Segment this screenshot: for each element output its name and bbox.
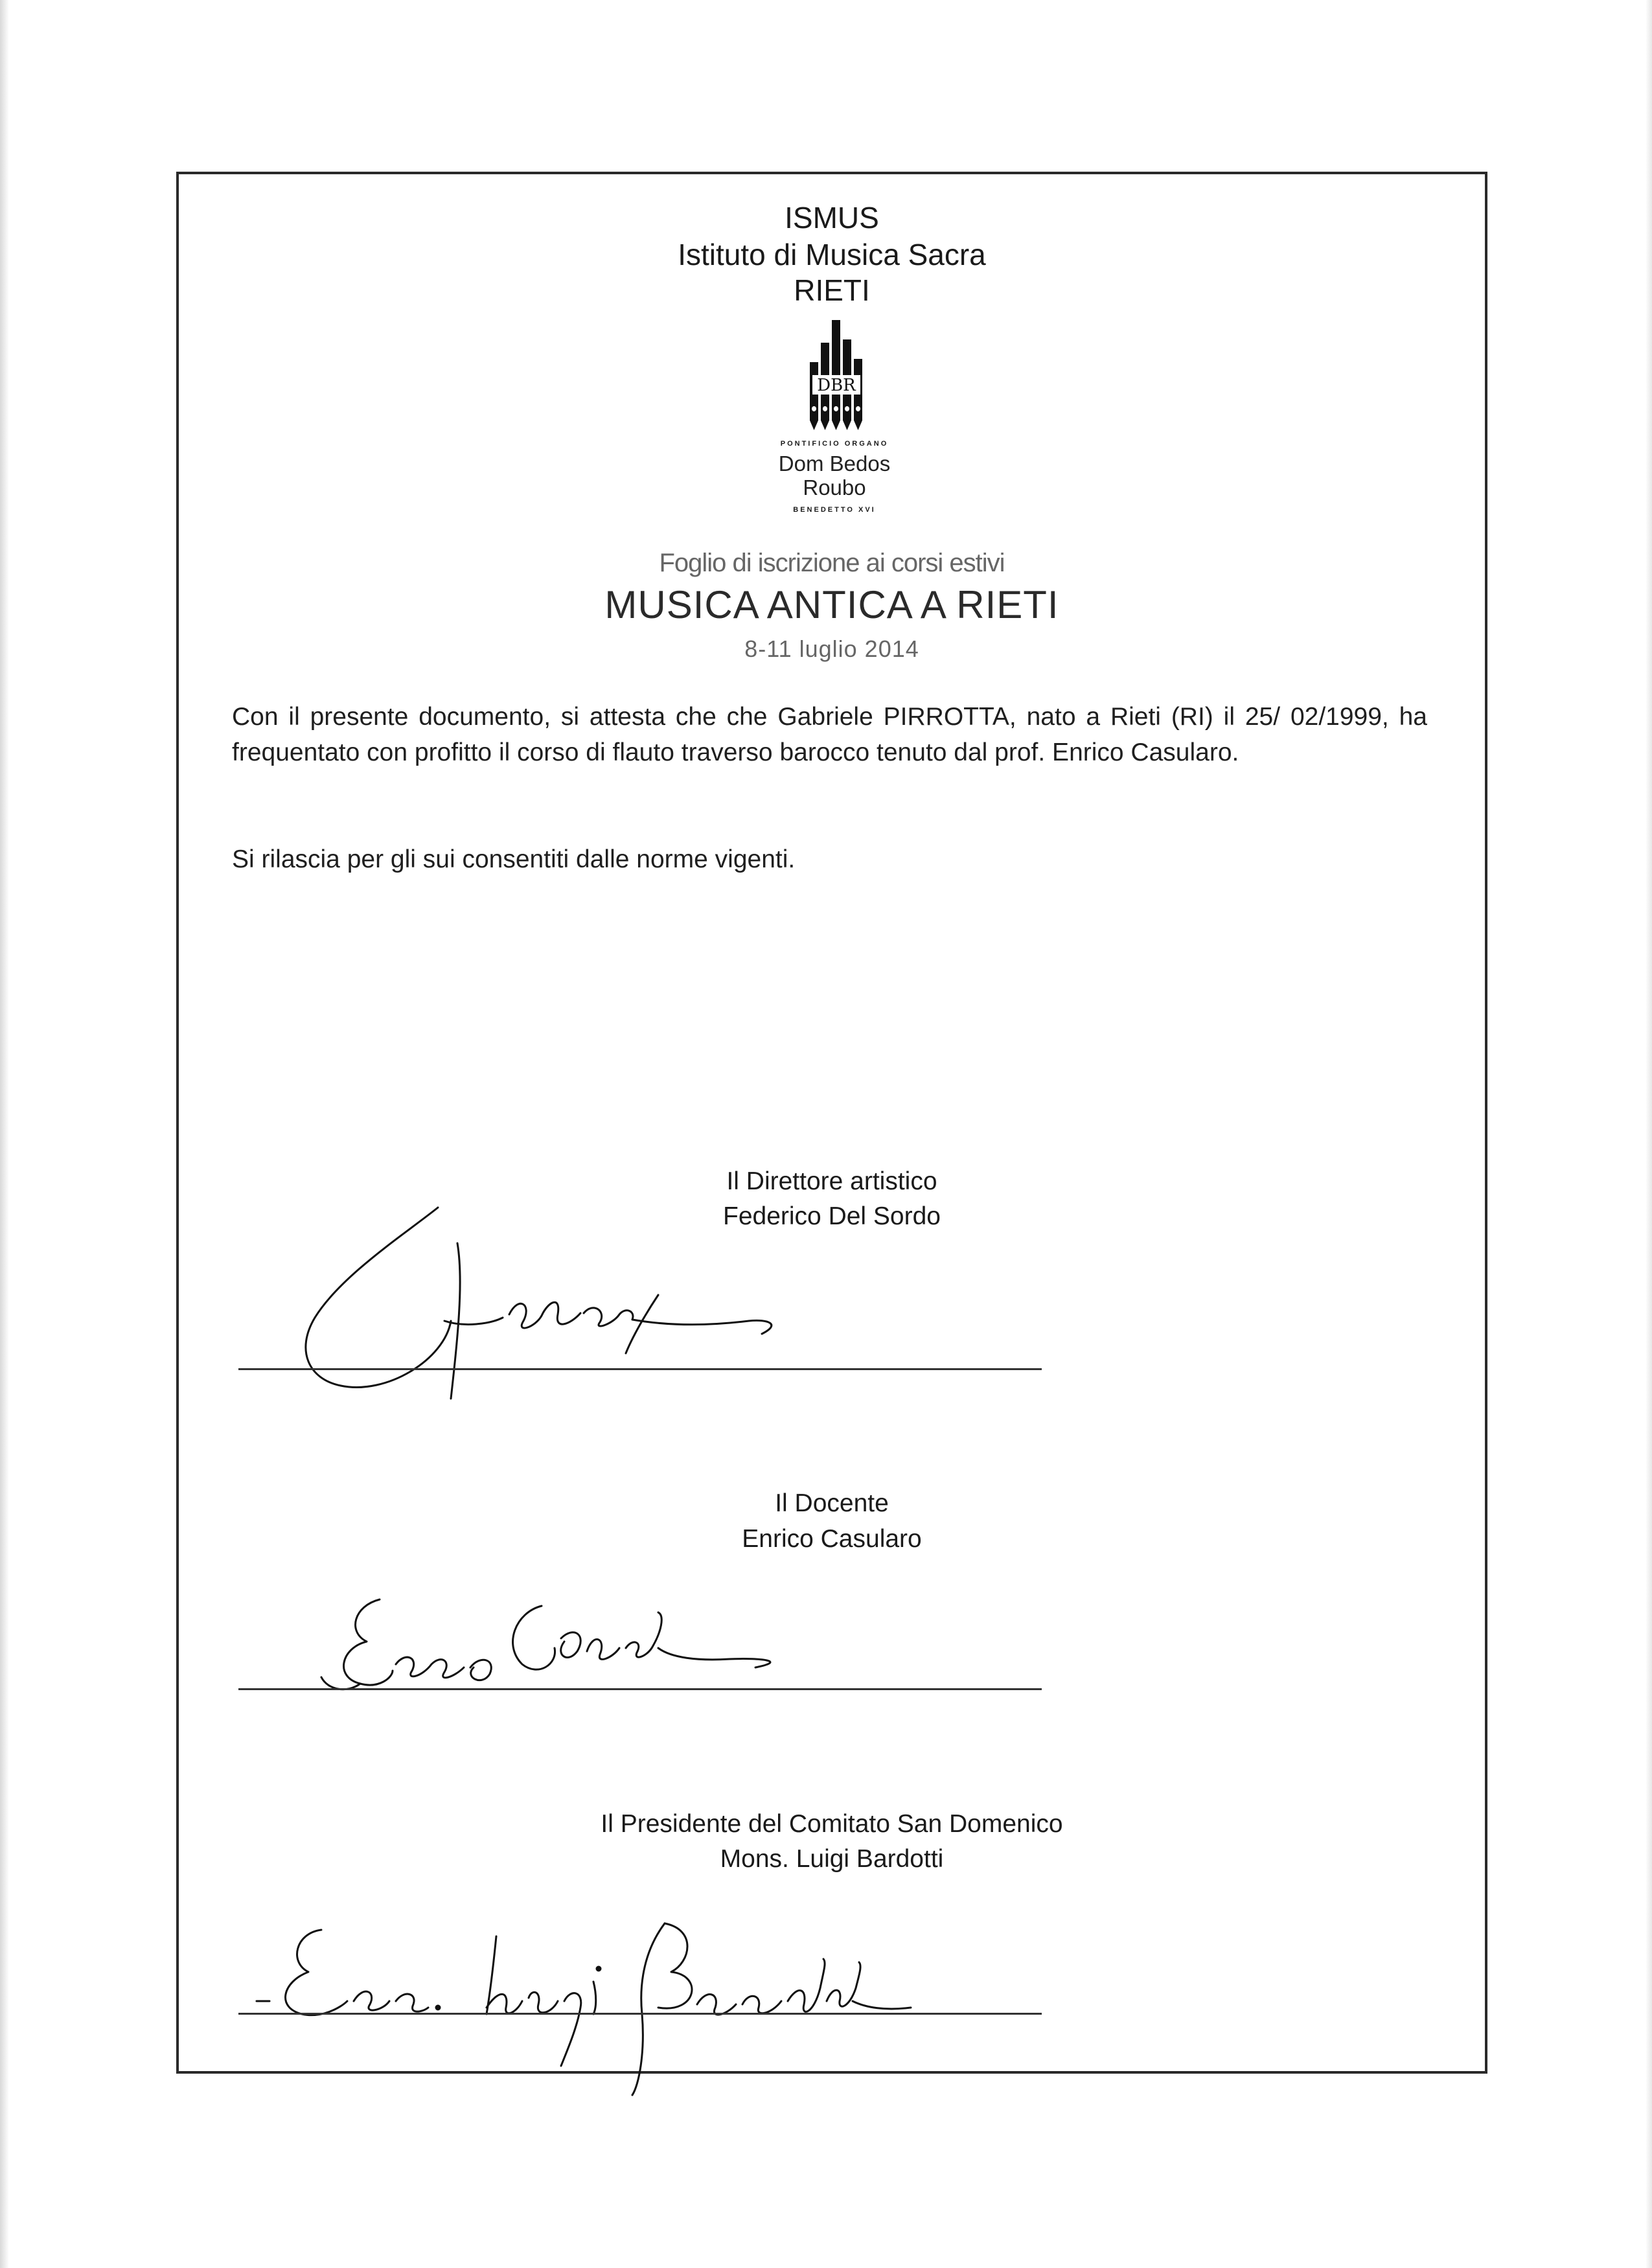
registration-line: Foglio di iscrizione ai corsi estivi [659,549,1005,577]
signature-line-3 [238,2013,1042,2015]
signatory-2-name: Enrico Casularo [742,1525,922,1553]
director-signature [231,1198,853,1412]
signatory-2-role: Il Docente [775,1489,889,1517]
course-dates: 8-11 luglio 2014 [744,636,919,662]
signatory-3-role: Il Presidente del Comitato San Domenico [601,1810,1063,1838]
logo-line-4: BENEDETTO XVI [793,506,876,514]
course-title: MUSICA ANTICA A RIETI [604,583,1059,626]
logo-line-2: Dom Bedos [778,452,891,475]
organ-pipes-icon [757,310,912,433]
institute-acronym: ISMUS [785,201,879,235]
certificate-frame [176,172,1487,2074]
signatory-1-name: Federico Del Sordo [723,1202,941,1230]
teacher-signature [308,1586,866,1716]
scan-edge-left [0,0,9,2268]
signature-line-2 [238,1688,1042,1690]
scan-edge-right [1646,0,1652,2268]
attestation-paragraph: Con il presente documento, si attesta che che Gabriele PIRROTTA, nato a Rieti (RI) il 25/ 02/1999, ha frequentato con profitto il corso di flauto traverso barocco tenuto dal prof. Enrico Casularo. [232,703,1427,766]
signature-line-1 [238,1368,1042,1370]
signatory-3-name: Mons. Luigi Bardotti [720,1845,944,1873]
release-statement: Si rilascia per gli sui consentiti dalle norme vigenti. [232,845,796,873]
institute-city: RIETI [794,273,870,307]
president-signature [244,1910,956,2105]
signatory-1-role: Il Direttore artistico [726,1167,937,1195]
svg-text:DBR: DBR [817,376,856,395]
logo-line-1: PONTIFICIO ORGANO [780,440,889,448]
logo-line-3: Roubo [803,475,866,499]
institute-name: Istituto di Musica Sacra [678,238,986,271]
